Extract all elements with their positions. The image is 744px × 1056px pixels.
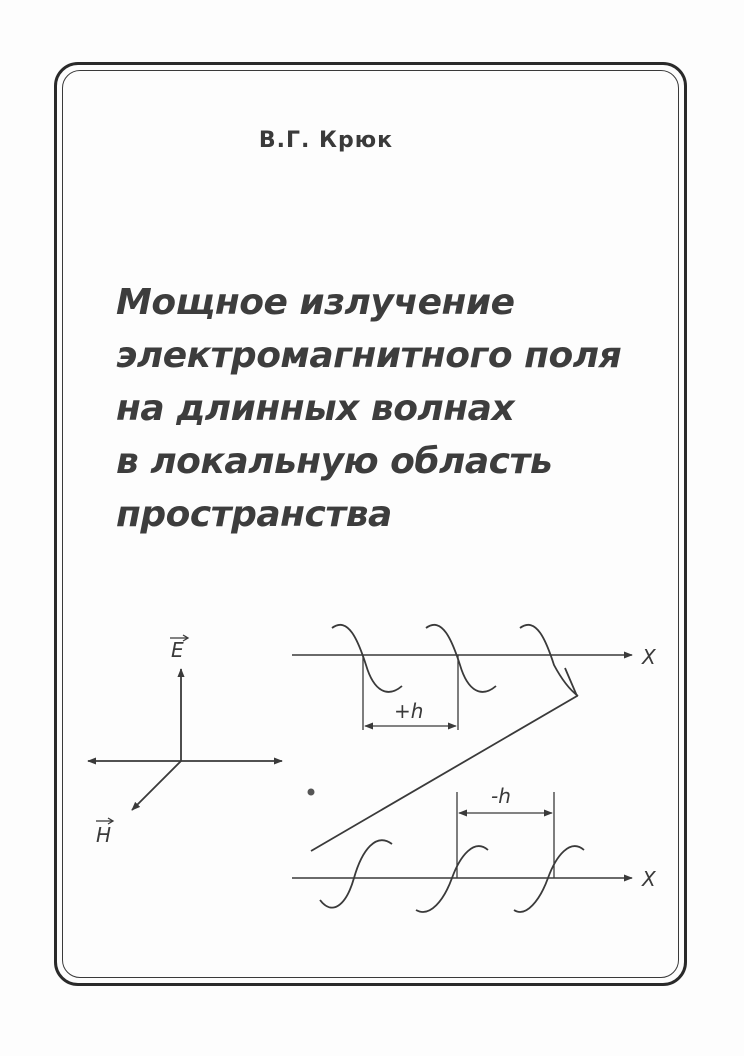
wave-diagram	[70, 620, 670, 920]
ink-blot	[308, 789, 315, 796]
title-line: пространства	[116, 494, 392, 535]
e-axis-label: E	[171, 638, 184, 662]
minus-h-label: -h	[491, 784, 511, 808]
h-field-label	[96, 818, 113, 847]
bottom-x-label: X	[642, 867, 656, 891]
top-x-label: X	[642, 645, 656, 669]
title-line: в локальную область	[116, 441, 553, 482]
field-axes	[88, 669, 282, 810]
bottom-wave	[320, 840, 584, 912]
e-field-label	[170, 635, 188, 662]
connecting-line	[311, 668, 577, 851]
top-wave	[332, 625, 578, 696]
title-line: на длинных волнах	[116, 388, 515, 429]
title-line: электромагнитного поля	[116, 335, 622, 376]
author-name: В.Г. Крюк	[258, 128, 394, 153]
title-line: Мощное излучение	[116, 282, 515, 323]
h-field-axis	[132, 761, 181, 810]
book-title	[116, 276, 676, 541]
h-axis-label: H	[96, 823, 112, 847]
plus-h-label: +h	[394, 699, 424, 723]
